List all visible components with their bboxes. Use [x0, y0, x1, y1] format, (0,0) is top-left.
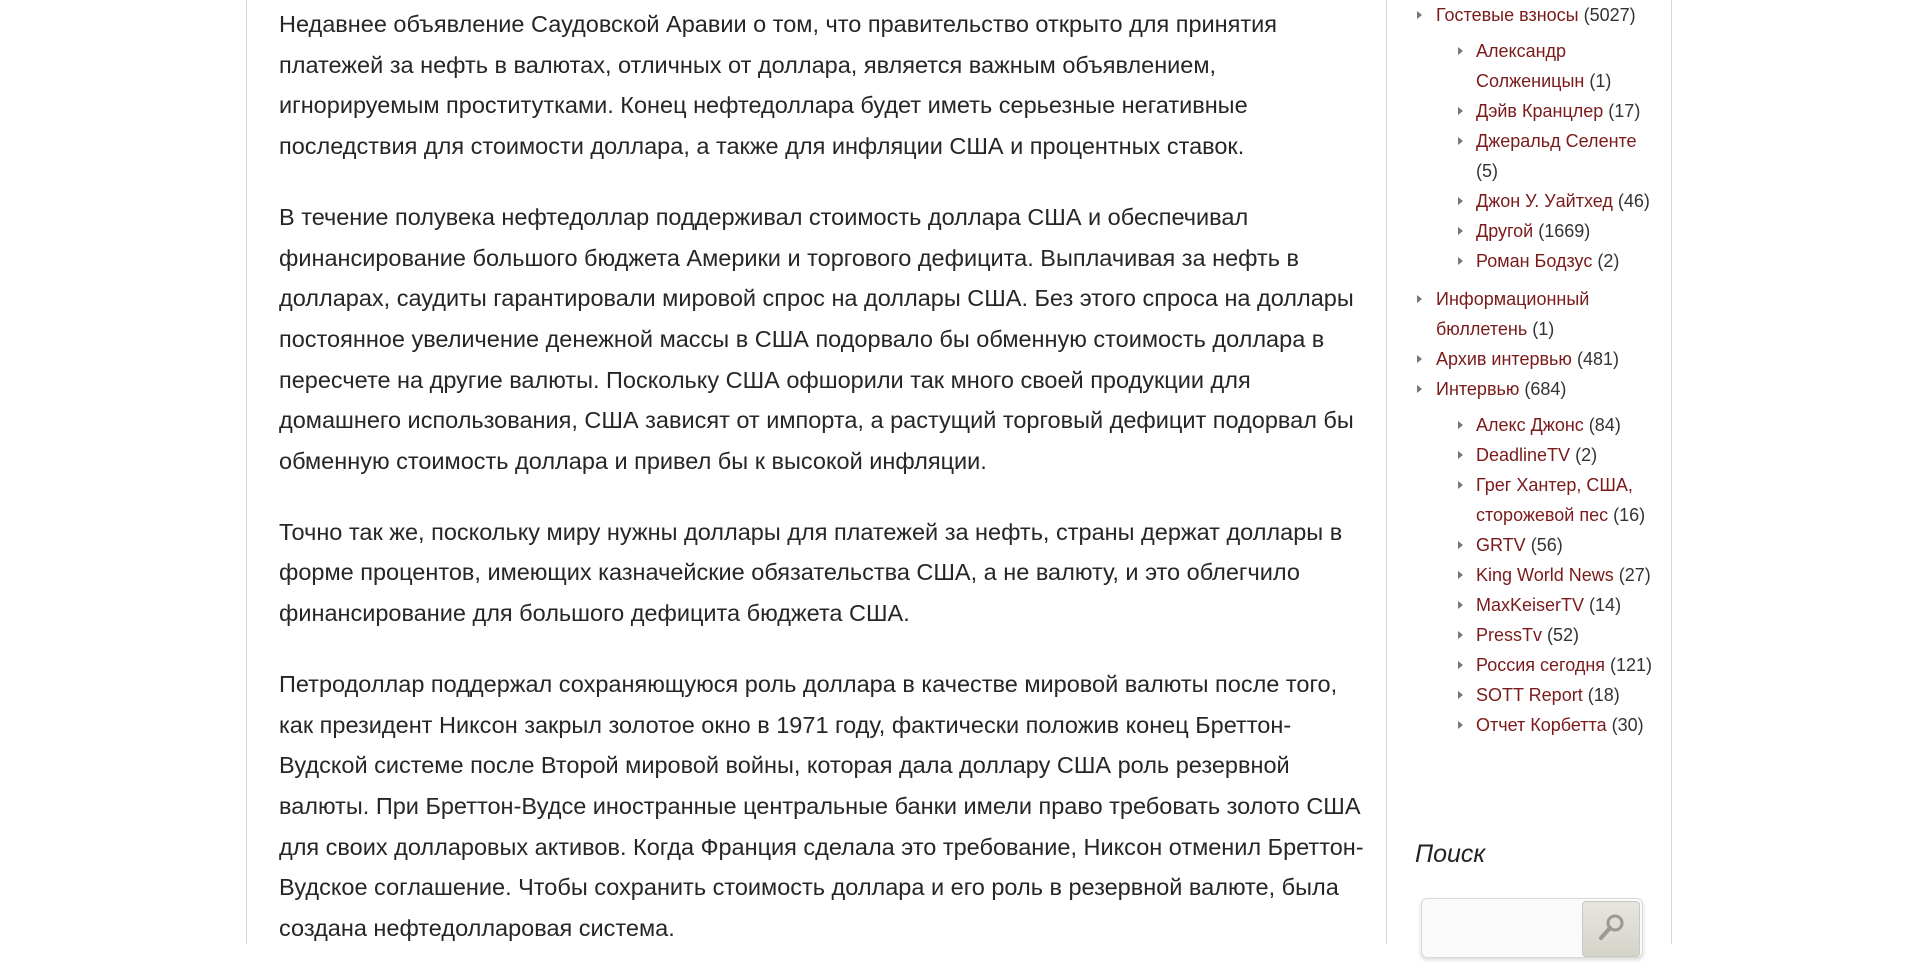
subcategory-link[interactable]: Джон У. Уайтхед: [1476, 191, 1613, 211]
subcategory-item: [1436, 680, 1660, 710]
triangle-bullet-icon: [1458, 137, 1463, 145]
category-count: (2): [1575, 445, 1598, 465]
subcategory-link[interactable]: PressTv: [1476, 625, 1543, 645]
category-count: (46): [1617, 191, 1650, 211]
subcategory-link[interactable]: DeadlineTV: [1476, 445, 1571, 465]
main-content: [246, 0, 1387, 944]
search-button[interactable]: [1582, 901, 1640, 957]
category-count: (30): [1611, 715, 1644, 735]
triangle-bullet-icon: [1458, 721, 1463, 729]
subcategory-item: [1436, 36, 1660, 96]
category-link[interactable]: Информационный бюллетень: [1436, 289, 1590, 339]
category-count: (17): [1608, 101, 1641, 121]
triangle-bullet-icon: [1417, 11, 1422, 19]
category-link[interactable]: Гостевые взносы: [1436, 5, 1579, 25]
triangle-bullet-icon: [1458, 661, 1463, 669]
triangle-bullet-icon: [1458, 47, 1463, 55]
subcategory-link[interactable]: Дэйв Кранцлер: [1476, 101, 1604, 121]
article-body: [279, 4, 1369, 979]
triangle-bullet-icon: [1417, 295, 1422, 303]
triangle-bullet-icon: [1458, 481, 1463, 489]
subcategory-link[interactable]: MaxKeiserTV: [1476, 595, 1585, 615]
category-count: (2): [1597, 251, 1620, 271]
category-count: (1): [1589, 71, 1612, 91]
category-item: [1415, 0, 1660, 276]
category-count: (84): [1588, 415, 1621, 435]
category-item: [1415, 344, 1660, 374]
subcategory-link[interactable]: Отчет Корбетта: [1476, 715, 1607, 735]
subcategory-item: [1436, 470, 1660, 530]
subcategory-item: [1436, 620, 1660, 650]
subcategory-link[interactable]: Другой: [1476, 221, 1534, 241]
category-count: (5): [1476, 161, 1498, 181]
triangle-bullet-icon: [1458, 541, 1463, 549]
triangle-bullet-icon: [1458, 691, 1463, 699]
category-count: (5027): [1583, 5, 1636, 25]
category-count: (16): [1613, 505, 1646, 525]
subcategory-link[interactable]: Грег Хантер, США, сторожевой пес: [1476, 475, 1633, 525]
category-count: (27): [1618, 565, 1651, 585]
paragraph: В течение полувека нефтедоллар поддерживал стоимость доллара США и обеспечивал финансирование большого бюджета Америки и торгового дефицита. Выплачивая за нефть в долларах, саудиты гарантировали мировой спрос на доллары США. Без этого спроса на доллары постоянное увеличение денежной массы в США подорвало бы обменную стоимость доллара в пересчете на другие валюты. Поскольку США офшорили так много своей продукции для домашнего использования, США зависят от импорта, а растущий торговый дефицит подорвал бы обменную стоимость доллара и привел бы к высокой инфляции.: [279, 203, 1354, 475]
subcategory-item: [1436, 650, 1660, 680]
category-count: (1): [1532, 319, 1555, 339]
subcategory-item: [1436, 410, 1660, 440]
category-item: [1415, 374, 1660, 740]
category-count: (14): [1589, 595, 1622, 615]
category-link[interactable]: Архив интервью: [1436, 349, 1572, 369]
category-count: (18): [1587, 685, 1620, 705]
category-item: [1415, 284, 1660, 344]
subcategory-item: [1436, 560, 1660, 590]
search-form: [1421, 898, 1643, 958]
triangle-bullet-icon: [1417, 385, 1422, 393]
paragraph: Недавнее объявление Саудовской Аравии о том, что правительство открыто для принятия платежей за нефть в валютах, отличных от доллара, является важным объявлением, игнорируемым проститутками. Конец нефтедоллара будет иметь серьезные негативные последствия для стоимости доллара, а также для инфляции США и процентных ставок.: [279, 11, 1277, 160]
category-count: (56): [1530, 535, 1563, 555]
triangle-bullet-icon: [1458, 197, 1463, 205]
category-count: (121): [1610, 655, 1653, 675]
category-count: (52): [1547, 625, 1580, 645]
paragraph: Петродоллар поддержал сохраняющуюся роль доллара в качестве мировой валюты после того, как президент Никсон закрыл золотое окно в 1971 году, фактически положив конец Бреттон-Вудской системе после Второй мировой войны, которая дала доллару США роль резервной валюты. При Бреттон-Вудсе иностранные центральные банки имели право требовать золото США для своих долларовых активов. Когда Франция сделала это требование, Никсон отменил Бреттон-Вудское соглашение. Чтобы сохранить стоимость доллара и его роль в резервной валюте, была создана нефтедолларовая система.: [279, 670, 1364, 942]
search-heading: Поиск: [1415, 840, 1486, 868]
subcategory-item: [1436, 590, 1660, 620]
triangle-bullet-icon: [1458, 421, 1463, 429]
category-link[interactable]: Интервью: [1436, 379, 1520, 399]
triangle-bullet-icon: [1458, 631, 1463, 639]
magnifier-icon: [1597, 912, 1627, 942]
subcategory-item: [1436, 246, 1660, 276]
sidebar: [1387, 0, 1672, 944]
subcategory-item: [1436, 710, 1660, 740]
subcategory-item: [1436, 186, 1660, 216]
subcategory-link[interactable]: GRTV: [1476, 535, 1526, 555]
subcategory-item: [1436, 440, 1660, 470]
subcategory-link[interactable]: Россия сегодня: [1476, 655, 1606, 675]
triangle-bullet-icon: [1417, 355, 1422, 363]
subcategory-item: [1436, 216, 1660, 246]
triangle-bullet-icon: [1458, 571, 1463, 579]
paragraph: Точно так же, поскольку миру нужны доллары для платежей за нефть, страны держат доллары в форме процентов, имеющих казначейские обязательства США, а не валюту, и это облегчило финансирование для большого дефицита бюджета США.: [279, 518, 1343, 627]
category-count: (1669): [1538, 221, 1591, 241]
category-list: [1415, 0, 1660, 748]
triangle-bullet-icon: [1458, 227, 1463, 235]
search-input[interactable]: [1422, 899, 1582, 957]
category-count: (684): [1524, 379, 1567, 399]
subcategory-item: [1436, 96, 1660, 126]
subcategory-link[interactable]: Алекс Джонс: [1476, 415, 1584, 435]
subcategory-link[interactable]: Джеральд Селенте: [1476, 131, 1637, 151]
subcategory-item: [1436, 530, 1660, 560]
triangle-bullet-icon: [1458, 601, 1463, 609]
subcategory-item: [1436, 126, 1660, 186]
subcategory-link[interactable]: King World News: [1476, 565, 1614, 585]
subcategory-link[interactable]: Александр Солженицын: [1476, 41, 1585, 91]
subcategory-link[interactable]: Роман Бодзус: [1476, 251, 1593, 271]
triangle-bullet-icon: [1458, 107, 1463, 115]
subcategory-link[interactable]: SOTT Report: [1476, 685, 1583, 705]
category-count: (481): [1576, 349, 1619, 369]
triangle-bullet-icon: [1458, 257, 1463, 265]
triangle-bullet-icon: [1458, 451, 1463, 459]
